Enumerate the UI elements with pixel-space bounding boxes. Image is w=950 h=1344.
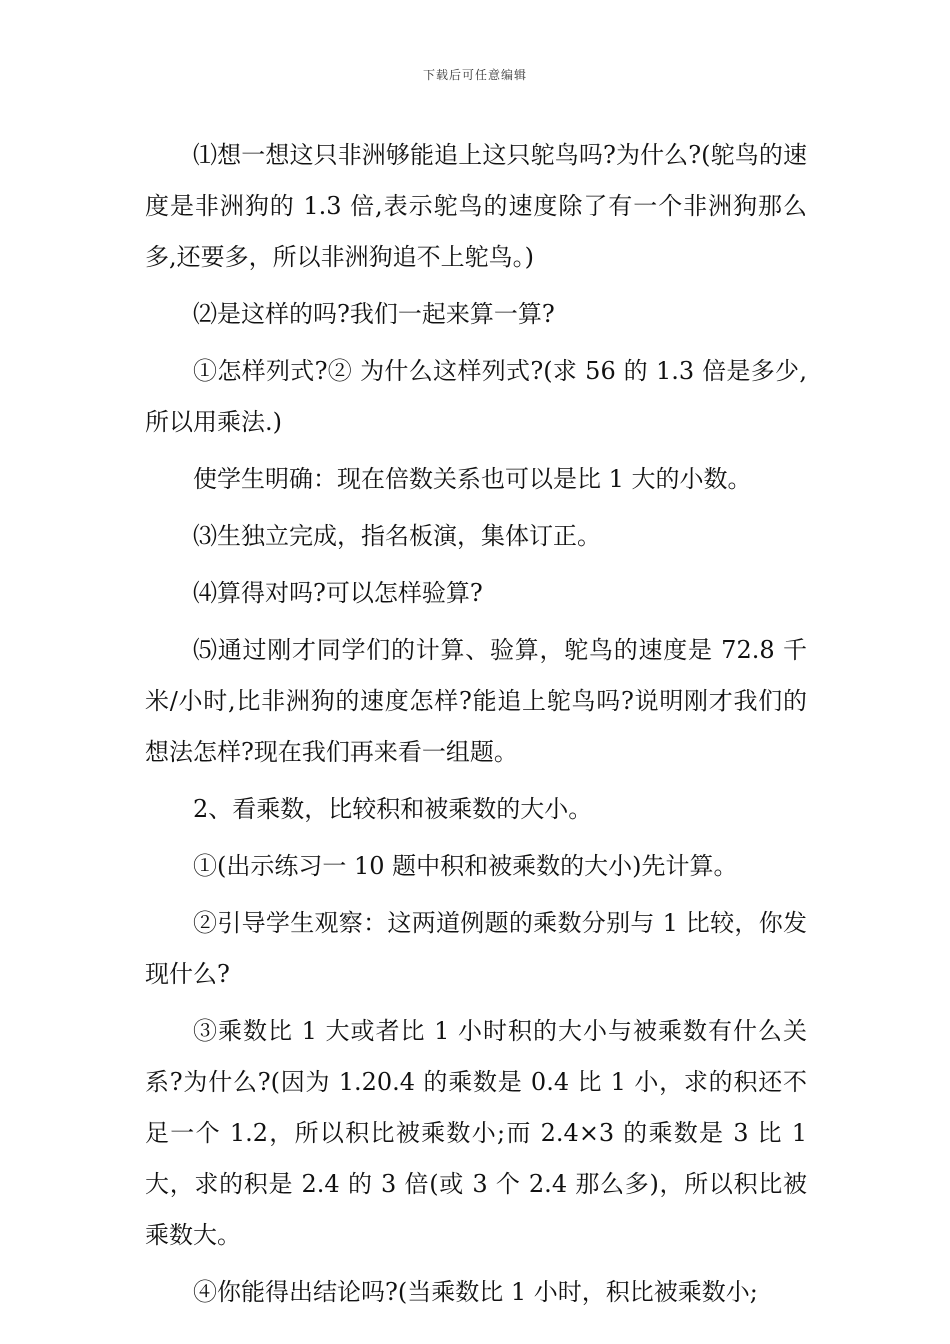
document-body	[145, 130, 807, 1324]
paragraph-10: ②引导学生观察：这两道例题的乘数分别与 1 比较，你发现什么?	[145, 909, 807, 988]
paragraph-2: ⑵是这样的吗?我们一起来算一算?	[193, 300, 555, 328]
page-header: 下载后可任意编辑	[422, 68, 527, 82]
paragraph-4: 使学生明确：现在倍数关系也可以是比 1 大的小数。	[193, 465, 752, 493]
paragraph-8: 2、看乘数，比较积和被乘数的大小。	[193, 795, 593, 823]
paragraph-1: ⑴想一想这只非洲够能追上这只鸵鸟吗?为什么?(鸵鸟的速度是非洲狗的 1.3 倍,表示鸵鸟的速度除了有一个非洲狗那么多,还要多，所以非洲狗追不上鸵鸟。)	[145, 141, 807, 271]
paragraph-9: ①(出示练习一 10 题中积和被乘数的大小)先计算。	[193, 852, 738, 880]
paragraph-12: ④你能得出结论吗?(当乘数比 1 小时，积比被乘数小;	[193, 1278, 758, 1306]
paragraph-6: ⑷算得对吗?可以怎样验算?	[193, 579, 483, 607]
paragraph-5: ⑶生独立完成，指名板演，集体订正。	[193, 522, 601, 550]
paragraph-3: ①怎样列式?② 为什么这样列式?(求 56 的 1.3 倍是多少,所以用乘法.)	[145, 357, 807, 436]
paragraph-7: ⑸通过刚才同学们的计算、验算，鸵鸟的速度是 72.8 千米/小时,比非洲狗的速度怎样?能追上鸵鸟吗?说明刚才我们的想法怎样?现在我们再来看一组题。	[145, 636, 807, 766]
paragraph-11: ③乘数比 1 大或者比 1 小时积的大小与被乘数有什么关系?为什么?(因为 1.20.4 的乘数是 0.4 比 1 小，求的积还不足一个 1.2，所以积比被乘数小;而 2.4×3 的乘数是 3 比 1 大，求的积是 2.4 的 3 倍(或 3 个 2.4 那么多)，所以积比被乘数大。	[145, 1017, 807, 1249]
